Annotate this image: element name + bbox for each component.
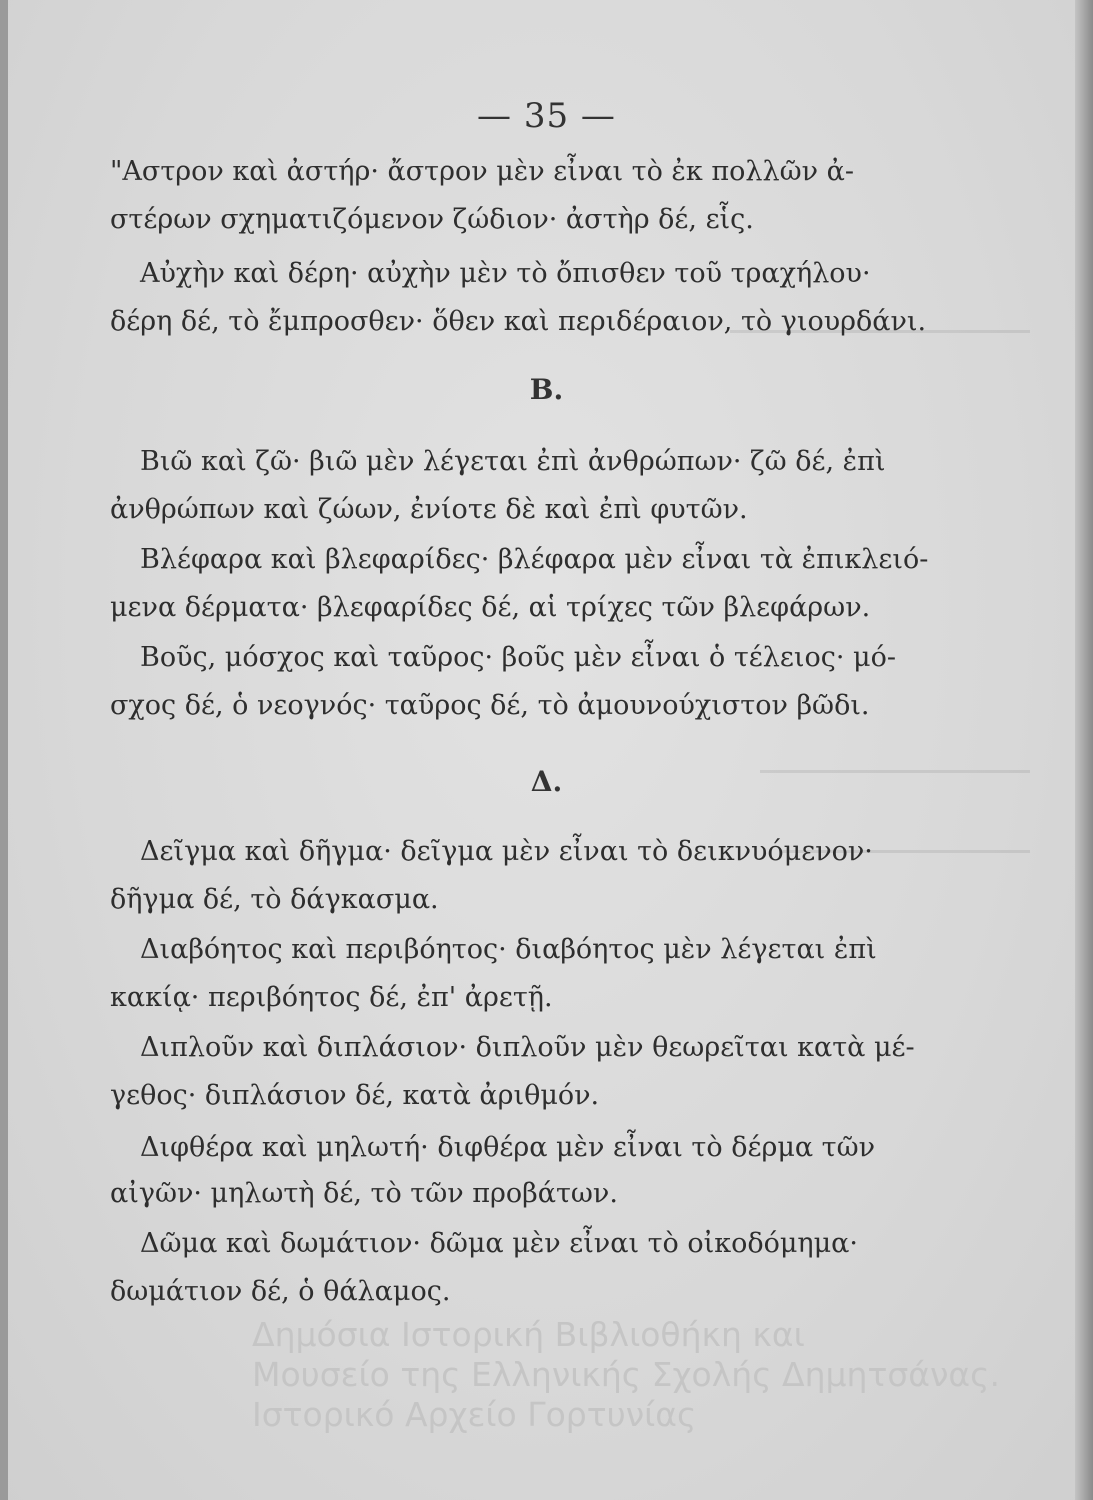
entry-line: Βλέφαρα καὶ βλεφαρίδες· βλέφαρα μὲν εἶναι τὰ ἐπικλειό- xyxy=(140,544,929,575)
entry-line: δέρη δέ, τὸ ἔμπροσθεν· ὅθεν καὶ περιδέραιον, τὸ γιουρδάνι. xyxy=(110,306,927,337)
section-heading-b: Β. xyxy=(529,373,564,406)
page-left-edge xyxy=(0,0,8,1500)
entry-line: δωμάτιον δέ, ὁ θάλαμος. xyxy=(110,1276,451,1307)
entry-line: γεθος· διπλάσιον δέ, κατὰ ἀριθμόν. xyxy=(110,1080,600,1111)
entry-line: Διφθέρα καὶ μηλωτή· διφθέρα μὲν εἶναι τὸ δέρμα τῶν xyxy=(140,1132,876,1163)
entry-line: δῆγμα δέ, τὸ δάγκασμα. xyxy=(110,884,439,915)
library-watermark-line: Δημόσια Ιστορική Βιβλιοθήκη και xyxy=(252,1315,805,1354)
entry-line: "Αστρον καὶ ἀστήρ· ἄστρον μὲν εἶναι τὸ ἐκ πολλῶν ἀ- xyxy=(110,156,854,187)
entry-line: στέρων σχηματιζόμενον ζώδιον· ἀστὴρ δέ, εἷς. xyxy=(110,204,754,235)
entry-line: ἀνθρώπων καὶ ζώων, ἐνίοτε δὲ καὶ ἐπὶ φυτῶν. xyxy=(110,494,748,525)
page-right-edge xyxy=(1075,0,1093,1500)
entry-line: Βιῶ καὶ ζῶ· βιῶ μὲν λέγεται ἐπὶ ἀνθρώπων· ζῶ δέ, ἐπὶ xyxy=(140,446,886,477)
entry-line: κακίᾳ· περιβόητος δέ, ἐπ' ἀρετῇ. xyxy=(110,982,553,1013)
entry-line: αἰγῶν· μηλωτὴ δέ, τὸ τῶν προβάτων. xyxy=(110,1178,618,1209)
entry-line: Βοῦς, μόσχος καὶ ταῦρος· βοῦς μὲν εἶναι ὁ τέλειος· μό- xyxy=(140,642,896,673)
library-watermark-line: Ιστορικό Αρχείο Γορτυνίας xyxy=(252,1395,697,1434)
entry-line: Δῶμα καὶ δωμάτιον· δῶμα μὲν εἶναι τὸ οἰκοδόμημα· xyxy=(140,1228,858,1259)
entry-line: Διαβόητος καὶ περιβόητος· διαβόητος μὲν λέγεται ἐπὶ xyxy=(140,934,877,965)
library-watermark-line: Μουσείο της Ελληνικής Σχολής Δημητσάνας. xyxy=(252,1355,1001,1394)
entry-line: σχος δέ, ὁ νεογνός· ταῦρος δέ, τὸ ἀμουνούχιστον βῶδι. xyxy=(110,690,870,721)
section-heading-d: Δ. xyxy=(530,765,563,798)
entry-line: μενα δέρματα· βλεφαρίδες δέ, αἱ τρίχες τῶν βλεφάρων. xyxy=(110,592,871,623)
entry-line: Αὐχὴν καὶ δέρη· αὐχὴν μὲν τὸ ὄπισθεν τοῦ τραχήλου· xyxy=(140,258,871,289)
page-number: — 35 — xyxy=(477,96,616,136)
entry-line: Δεῖγμα καὶ δῆγμα· δεῖγμα μὲν εἶναι τὸ δεικνυόμενον· xyxy=(140,836,873,867)
entry-line: Διπλοῦν καὶ διπλάσιον· διπλοῦν μὲν θεωρεῖται κατὰ μέ- xyxy=(140,1032,915,1063)
